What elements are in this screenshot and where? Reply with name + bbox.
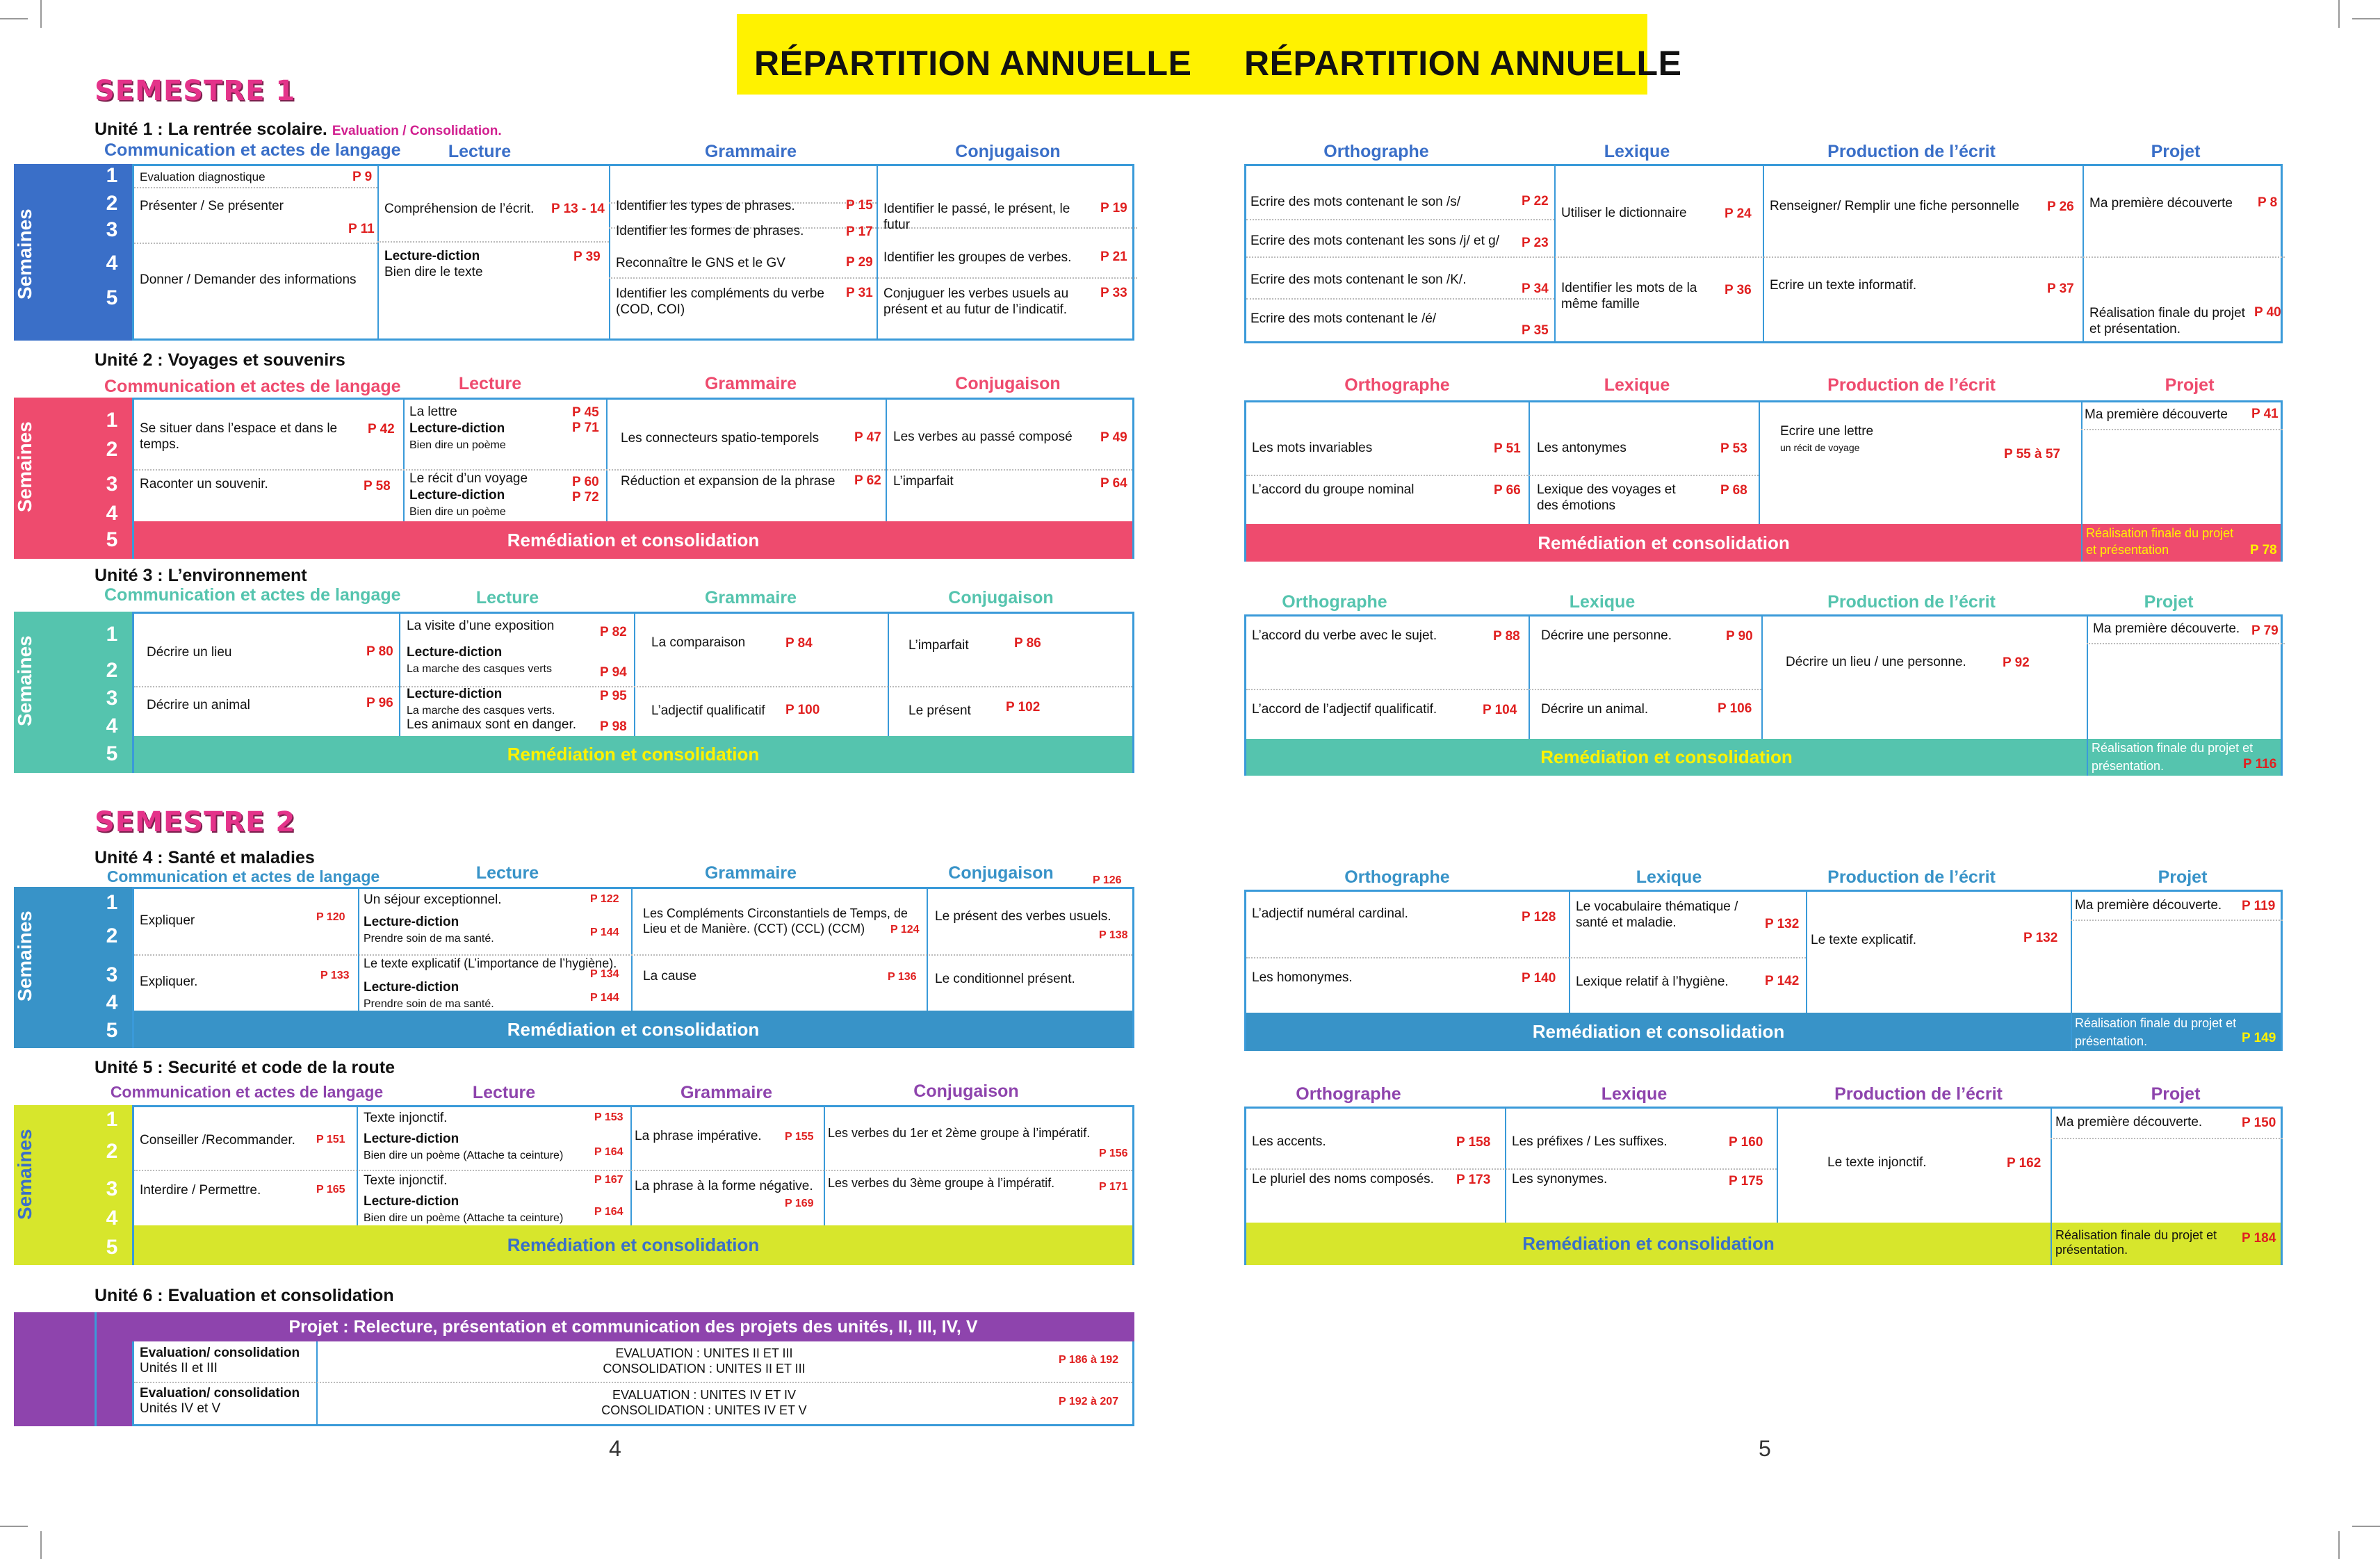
page-ref: P 119 (2242, 899, 2276, 913)
header-comm: Communication et actes de langage (104, 377, 401, 396)
header-lecture: Lecture (448, 142, 512, 161)
week-number: 5 (106, 286, 118, 309)
cell-conjugaison: L’imparfait (908, 638, 969, 653)
page-ref: P 47 (854, 430, 881, 445)
page-ref: P 80 (366, 644, 393, 659)
header-orthographe: Orthographe (1296, 1084, 1401, 1104)
cell-orthographe: L’accord du groupe nominal (1252, 482, 1415, 497)
page-ref: P 22 (1522, 194, 1549, 209)
cell-lecture: Lecture-diction Bien dire un poème (409, 488, 506, 518)
cell-lecture: Lecture-diction Bien dire un poème (409, 421, 506, 451)
page-ref: P 34 (1522, 281, 1549, 296)
page-ref: P 92 (2003, 655, 2030, 670)
page-ref: P 8 (2258, 195, 2278, 210)
cell-projet: Ma première découverte (2089, 196, 2233, 211)
page-ref: P 102 (1006, 700, 1041, 715)
week-number: 1 (106, 1108, 118, 1131)
cell-projet: Ma première découverte. (2075, 898, 2222, 913)
week-number: 3 (106, 1177, 118, 1200)
unit-6-title: Unité 6 : Evaluation et consolidation (95, 1286, 394, 1305)
header-comm: Communication et actes de langage (104, 585, 401, 605)
page-ref: P 175 (1729, 1174, 1763, 1189)
page-ref: P 192 à 207 (1059, 1396, 1119, 1407)
page-ref: P 19 (1100, 201, 1127, 215)
cell-comm: Conseiller /Recommander. (140, 1133, 295, 1148)
page-ref: P 17 (846, 225, 873, 239)
page-ref: P 86 (1014, 636, 1041, 651)
row-content: EVALUATION : UNITES IV ET IV CONSOLIDATION : UNITES IV ET V (601, 1388, 807, 1417)
cell-lecture: Les animaux sont en danger. (407, 717, 577, 732)
header-grammaire: Grammaire (704, 374, 797, 393)
unit-4-title: Unité 4 : Santé et maladies (95, 848, 315, 867)
cell-lexique: Utiliser le dictionnaire (1561, 206, 1687, 220)
header-grammaire: Grammaire (704, 142, 797, 161)
cell-lexique: Identifier les mots de la même famille (1561, 281, 1697, 311)
cell-orthographe: Les accents. (1252, 1134, 1326, 1149)
page-ref: P 132 (1765, 917, 1800, 931)
remediation-band: Remédiation et consolidation (1246, 524, 2081, 562)
header-projet: Projet (2151, 1084, 2201, 1104)
page-ref: P 100 (785, 703, 820, 717)
week-number: 2 (106, 438, 118, 461)
cell-orthographe: Ecrire des mots contenant le son /K/. (1250, 272, 1467, 287)
page-ref: P 90 (1726, 629, 1753, 644)
unit-6-project-banner: Projet : Relecture, présentation et communication des projets des unités, II, III, IV, V (132, 1312, 1134, 1341)
crop-mark (0, 1526, 28, 1527)
page-ref: P 23 (1522, 236, 1549, 250)
page-ref: P 151 (316, 1134, 345, 1145)
cell-grammaire: Identifier les types de phrases. (616, 199, 795, 213)
unit-2-table-left (132, 398, 1134, 559)
header-comm: Communication et actes de langage (106, 867, 380, 885)
page-ref: P 120 (316, 911, 345, 923)
cell-conjugaison: Les verbes du 3ème groupe à l’impératif. (828, 1176, 1055, 1190)
cell-production: Décrire un lieu / une personne. (1786, 655, 1966, 669)
cell-production: Le texte explicatif. (1811, 933, 1917, 947)
cell-orthographe: Le pluriel des noms composés. (1252, 1172, 1434, 1186)
cell-comm: Interdire / Permettre. (140, 1183, 261, 1198)
weeks-label: Semaines (14, 421, 35, 513)
header-lexique: Lexique (1569, 592, 1636, 612)
week-number: 2 (106, 192, 118, 215)
cell-comm: Décrire un lieu (147, 645, 232, 660)
header-conjugaison: Conjugaison (948, 588, 1054, 607)
page-ref: P 24 (1725, 206, 1752, 221)
header-projet: Projet (2144, 592, 2194, 612)
unit-3-table-right (1244, 614, 2283, 776)
cell-grammaire: La comparaison (651, 635, 746, 650)
page-ref: P 36 (1725, 283, 1752, 297)
page-ref: P 162 (2007, 1156, 2041, 1170)
page-ref: P 41 (2251, 407, 2279, 421)
cell-comm: Raconter un souvenir. (140, 477, 268, 491)
page-ref: P 68 (1720, 483, 1747, 498)
cell-comm: Décrire un animal (147, 698, 250, 712)
page-ref: P 21 (1100, 250, 1127, 264)
cell-projet: Réalisation finale du projet et présentation. (2092, 741, 2253, 773)
header-conjugaison: Conjugaison (955, 374, 1061, 393)
week-number: 3 (106, 473, 118, 496)
header-lexique: Lexique (1601, 1084, 1668, 1104)
page-ref: P 84 (785, 636, 813, 651)
page-ref: P 167 (594, 1174, 623, 1186)
page-ref: P 156 (1099, 1148, 1128, 1159)
cell-lecture: Lecture-diction Bien dire un poème (Attache ta ceinture) (364, 1132, 564, 1161)
header-projet: Projet (2165, 375, 2215, 395)
unit-5-table-right (1244, 1107, 2283, 1265)
cell-orthographe: L’accord du verbe avec le sujet. (1252, 628, 1437, 643)
cell-orthographe: Les homonymes. (1252, 970, 1353, 985)
page-ref: P 58 (364, 479, 391, 493)
unit-4-table-left (132, 887, 1134, 1048)
page-ref: P 116 (2243, 757, 2277, 772)
page-ref: P 133 (320, 970, 350, 981)
page-ref: P 11 (348, 222, 375, 236)
unit-2-title: Unité 2 : Voyages et souvenirs (95, 350, 345, 370)
semester-1-heading: SEMESTRE 1 (95, 75, 296, 107)
cell-lecture: La lettre (409, 405, 457, 419)
header-grammaire: Grammaire (704, 863, 797, 883)
unit-5-table-left (132, 1105, 1134, 1265)
cell-conjugaison: Conjuguer les verbes usuels au présent et au futur de l’indicatif. (883, 286, 1069, 317)
unit-4-table-right (1244, 890, 2283, 1051)
page-ref: P 169 (785, 1198, 814, 1209)
cell-lecture: Le texte explicatif (L’importance de l’hygiène). (364, 956, 617, 970)
header-production: Production de l’écrit (1827, 867, 1996, 887)
unit-3-table-left (132, 612, 1134, 773)
header-grammaire: Grammaire (704, 588, 797, 607)
page-ref: P 62 (854, 473, 881, 488)
cell-grammaire: Les Compléments Circonstantiels de Temps, de Lieu et de Manière. (CCT) (CCL) (CCM) (643, 906, 908, 936)
page-ref: P 33 (1100, 286, 1127, 300)
page-ref: P 134 (590, 968, 619, 980)
page-ref: P 153 (594, 1111, 623, 1123)
page-number-right: 5 (1759, 1436, 1771, 1461)
page-title-left: RÉPARTITION ANNUELLE (754, 44, 1192, 83)
page-ref: P 184 (2242, 1231, 2276, 1246)
cell-comm: Evaluation diagnostique (140, 170, 266, 183)
page-ref: P 72 (572, 490, 599, 505)
page-ref: P 79 (2251, 623, 2279, 638)
week-number: 5 (106, 1236, 118, 1259)
page-ref: P 39 (573, 250, 601, 264)
page-ref: P 37 (2047, 281, 2074, 296)
page-ref: P 160 (1729, 1135, 1763, 1150)
remediation-band: Remédiation et consolidation (134, 1011, 1132, 1048)
crop-mark (2338, 1531, 2340, 1559)
week-number: 5 (106, 528, 118, 551)
page-ref: P 40 (2254, 305, 2281, 320)
crop-mark (2352, 18, 2380, 19)
header-lecture: Lecture (475, 863, 539, 883)
header-production: Production de l’écrit (1827, 142, 1996, 161)
header-orthographe: Orthographe (1323, 142, 1429, 161)
cell-lexique: Les antonymes (1537, 441, 1627, 455)
cell-grammaire: La cause (643, 969, 697, 983)
cell-lecture: Lecture-diction La marche des casques verts (407, 645, 552, 675)
page-ref: P 13 - 14 (551, 202, 605, 216)
cell-conjugaison: Le conditionnel présent. (935, 972, 1075, 986)
crop-mark (40, 1531, 42, 1559)
cell-production: Ecrire une lettre un récit de voyage (1780, 424, 1874, 453)
page-ref: P 128 (1522, 910, 1556, 924)
remediation-band: Remédiation et consolidation (134, 1225, 1132, 1265)
cell-orthographe: Ecrire des mots contenant les sons /j/ et g/ (1250, 234, 1500, 248)
cell-production: Le texte injonctif. (1827, 1155, 1927, 1170)
header-projet: Projet (2151, 142, 2201, 161)
header-lexique: Lexique (1604, 142, 1670, 161)
header-production: Production de l’écrit (1834, 1084, 2003, 1104)
cell-grammaire: La phrase impérative. (635, 1129, 762, 1143)
header-conjugaison: Conjugaison (913, 1081, 1019, 1101)
cell-projet: Réalisation finale du projet et présentation (2086, 526, 2234, 557)
page-ref: P 51 (1494, 441, 1521, 456)
cell-lexique: Lexique relatif à l’hygiène. (1576, 974, 1729, 989)
page-ref: P 66 (1494, 483, 1521, 498)
header-orthographe: Orthographe (1344, 867, 1450, 887)
remediation-band: Remédiation et consolidation (134, 736, 1132, 773)
cell-lecture: La visite d’une exposition (407, 619, 555, 633)
page-ref: P 53 (1720, 441, 1747, 456)
cell-lexique: Les préfixes / Les suffixes. (1512, 1134, 1668, 1149)
cell-orthographe: Ecrire des mots contenant le son /s/ (1250, 195, 1461, 209)
cell-lecture: Un séjour exceptionnel. (364, 892, 502, 907)
cell-conjugaison: Les verbes du 1er et 2ème groupe à l’impératif. (828, 1126, 1091, 1140)
week-number: 2 (106, 659, 118, 682)
page-ref: P 82 (600, 625, 627, 639)
cell-lecture: Lecture-diction Prendre soin de ma santé. (364, 915, 494, 945)
cell-conjugaison: Le présent des verbes usuels. (935, 909, 1111, 924)
week-number: 4 (106, 991, 118, 1014)
page-ref: P 140 (1522, 971, 1556, 986)
cell-projet: Ma première découverte. (2093, 621, 2240, 636)
cell-lecture: Lecture-diction Bien dire le texte (384, 249, 483, 279)
cell-lecture: Lecture-diction Bien dire un poème (Attache ta ceinture) (364, 1194, 564, 1224)
page-number-left: 4 (609, 1436, 621, 1461)
page-ref: P 150 (2242, 1116, 2276, 1130)
unit-6-rows (132, 1341, 1134, 1426)
cell-conjugaison: Identifier le passé, le présent, le futur (883, 202, 1070, 232)
page-ref: P 149 (2242, 1031, 2276, 1045)
cell-lecture: Le récit d’un voyage (409, 471, 528, 486)
header-orthographe: Orthographe (1344, 375, 1450, 395)
header-lecture: Lecture (472, 1083, 536, 1102)
weeks-label: Semaines (14, 209, 35, 300)
header-lexique: Lexique (1636, 867, 1702, 887)
cell-grammaire: L’adjectif qualificatif (651, 703, 765, 718)
cell-production: Ecrire un texte informatif. (1770, 278, 1917, 293)
weeks-label: Semaines (14, 911, 35, 1002)
week-number: 5 (106, 742, 118, 765)
page-ref: P 15 (846, 198, 873, 213)
week-number: 1 (106, 623, 118, 646)
cell-comm: Présenter / Se présenter (140, 199, 284, 213)
cell-grammaire: Reconnaître le GNS et le GV (616, 256, 785, 270)
header-lecture: Lecture (458, 374, 522, 393)
page-ref: P 173 (1456, 1173, 1491, 1187)
header-conjugaison: Conjugaison (955, 142, 1061, 161)
page-ref: P 104 (1483, 703, 1517, 717)
page-ref: P 106 (1718, 701, 1752, 716)
cell-comm: Se situer dans l’espace et dans le temps. (140, 421, 338, 452)
cell-lexique: Le vocabulaire thématique / santé et maladie. (1576, 899, 1738, 930)
page-ref: P 60 (572, 475, 599, 489)
page-ref: P 165 (316, 1184, 345, 1195)
header-conjugaison: Conjugaison (948, 863, 1054, 883)
remediation-band: Remédiation et consolidation (1246, 739, 2087, 776)
page-ref: P 88 (1493, 629, 1520, 644)
header-production: Production de l’écrit (1827, 592, 1996, 612)
row-label: Evaluation/ consolidation Unités II et III (140, 1346, 300, 1376)
page-ref: P 55 à 57 (2004, 447, 2061, 462)
page-ref: P 144 (590, 992, 619, 1004)
cell-orthographe: L’accord de l’adjectif qualificatif. (1252, 702, 1437, 717)
cell-grammaire: Les connecteurs spatio-temporels (621, 431, 820, 446)
page-ref: P 142 (1765, 974, 1800, 988)
page-ref: P 186 à 192 (1059, 1354, 1119, 1366)
cell-comm: Expliquer (140, 913, 195, 928)
page-ref: P 124 (890, 924, 920, 936)
cell-orthographe: Ecrire des mots contenant le /é/ (1250, 311, 1437, 326)
page-title-right: RÉPARTITION ANNUELLE (1244, 44, 1682, 83)
weeks-label: Semaines (14, 1129, 35, 1221)
crop-mark (2338, 0, 2340, 28)
unit-3-title: Unité 3 : L’environnement (95, 566, 307, 585)
header-comm: Communication et actes de langage (110, 1083, 384, 1101)
cell-production: Renseigner/ Remplir une fiche personnelle (1770, 199, 2020, 213)
cell-conjugaison: Les verbes au passé composé (893, 430, 1073, 444)
cell-lexique: Décrire une personne. (1541, 628, 1672, 643)
cell-grammaire: Identifier les compléments du verbe (COD, COI) (616, 286, 824, 317)
header-projet: Projet (2158, 867, 2208, 887)
header-orthographe: Orthographe (1282, 592, 1387, 612)
cell-conjugaison: Le présent (908, 703, 971, 718)
header-grammaire: Grammaire (680, 1083, 773, 1102)
week-number: 1 (106, 164, 118, 187)
page-ref: P 96 (366, 696, 393, 710)
page-ref: P 122 (590, 893, 619, 905)
semester-2-heading: SEMESTRE 2 (95, 806, 296, 838)
week-number: 3 (106, 218, 118, 241)
week-number: 1 (106, 409, 118, 432)
crop-mark (40, 0, 42, 28)
page-ref: P 126 (1093, 874, 1122, 886)
week-number: 4 (106, 252, 118, 275)
page-ref: P 144 (590, 927, 619, 938)
week-number: 4 (106, 715, 118, 737)
page-ref: P 158 (1456, 1135, 1491, 1150)
week-number: 2 (106, 1140, 118, 1163)
cell-projet: Ma première découverte (2085, 407, 2228, 422)
header-lexique: Lexique (1604, 375, 1670, 395)
cell-lexique: Les synonymes. (1512, 1172, 1608, 1186)
page-ref: P 132 (2023, 931, 2058, 945)
week-number: 1 (106, 891, 118, 914)
cell-conjugaison: Identifier les groupes de verbes. (883, 250, 1072, 265)
cell-lexique: Décrire un animal. (1541, 702, 1649, 717)
cell-lecture: Texte injonctif. (364, 1111, 448, 1125)
cell-orthographe: Les mots invariables (1252, 441, 1373, 455)
week-number: 3 (106, 687, 118, 710)
week-number: 4 (106, 1207, 118, 1230)
page-ref: P 164 (594, 1146, 623, 1158)
page-ref: P 95 (600, 689, 627, 703)
unit-1-title: Unité 1 : La rentrée scolaire. Evaluation / Consolidation. (95, 120, 502, 139)
row-content: EVALUATION : UNITES II ET III CONSOLIDATION : UNITES II ET III (603, 1346, 806, 1376)
page-ref: P 29 (846, 255, 873, 270)
cell-lecture: Compréhension de l’écrit. (384, 202, 535, 216)
cell-grammaire: La phrase à la forme négative. (635, 1179, 813, 1193)
header-lecture: Lecture (475, 588, 539, 607)
crop-mark (2352, 1526, 2380, 1527)
remediation-band: Remédiation et consolidation (1246, 1013, 2071, 1051)
cell-comm: Donner / Demander des informations (140, 272, 357, 287)
remediation-band: Remédiation et consolidation (134, 521, 1132, 559)
page-ref: P 171 (1099, 1181, 1128, 1193)
cell-lexique: Lexique des voyages et des émotions (1537, 482, 1676, 513)
week-number: 3 (106, 963, 118, 986)
cell-grammaire: Identifier les formes de phrases. (616, 224, 804, 238)
page-ref: P 136 (888, 971, 917, 983)
cell-lecture: Texte injonctif. (364, 1173, 448, 1188)
unit-1-table-right (1244, 164, 2283, 343)
remediation-band: Remédiation et consolidation (1246, 1223, 2051, 1265)
page-ref: P 26 (2047, 199, 2074, 214)
week-number: 4 (106, 502, 118, 525)
page-ref: P 78 (2250, 543, 2277, 557)
unit-2-table-right (1244, 400, 2283, 562)
cell-projet: Ma première découverte. (2055, 1115, 2203, 1129)
row-label: Evaluation/ consolidation Unités IV et V (140, 1386, 300, 1416)
cell-lecture: Lecture-diction La marche des casques verts. (407, 687, 555, 717)
page-ref: P 31 (846, 286, 873, 300)
cell-grammaire: Réduction et expansion de la phrase (621, 474, 836, 489)
page-ref: P 45 (572, 405, 599, 420)
cell-conjugaison: L’imparfait (893, 474, 954, 489)
header-comm: Communication et actes de langage (104, 140, 401, 160)
page-ref: P 71 (572, 421, 599, 435)
page-ref: P 49 (1100, 430, 1127, 445)
unit-5-title: Unité 5 : Securité et code de la route (95, 1058, 396, 1077)
cell-projet: Réalisation finale du projet et présentation. (2075, 1016, 2237, 1048)
page-ref: P 155 (785, 1131, 814, 1143)
weeks-label: Semaines (14, 635, 35, 727)
page-ref: P 98 (600, 719, 627, 734)
cell-comm: Expliquer. (140, 974, 198, 989)
cell-projet: Réalisation finale du projet et présentation. (2089, 306, 2245, 336)
page-ref: P 9 (352, 170, 373, 184)
page-ref: P 35 (1522, 323, 1549, 338)
cell-orthographe: L’adjectif numéral cardinal. (1252, 906, 1408, 921)
page-ref: P 138 (1099, 929, 1128, 941)
page-ref: P 64 (1100, 476, 1127, 491)
page-ref: P 164 (594, 1206, 623, 1218)
crop-mark (0, 18, 28, 19)
unit-1-table-left (132, 164, 1134, 341)
cell-lecture: Lecture-diction Prendre soin de ma santé. (364, 980, 494, 1010)
week-number: 2 (106, 924, 118, 947)
header-production: Production de l’écrit (1827, 375, 1996, 395)
week-number: 5 (106, 1019, 118, 1042)
page-ref: P 42 (368, 422, 395, 436)
page-ref: P 94 (600, 665, 627, 680)
cell-projet: Réalisation finale du projet et présentation. (2055, 1228, 2217, 1257)
